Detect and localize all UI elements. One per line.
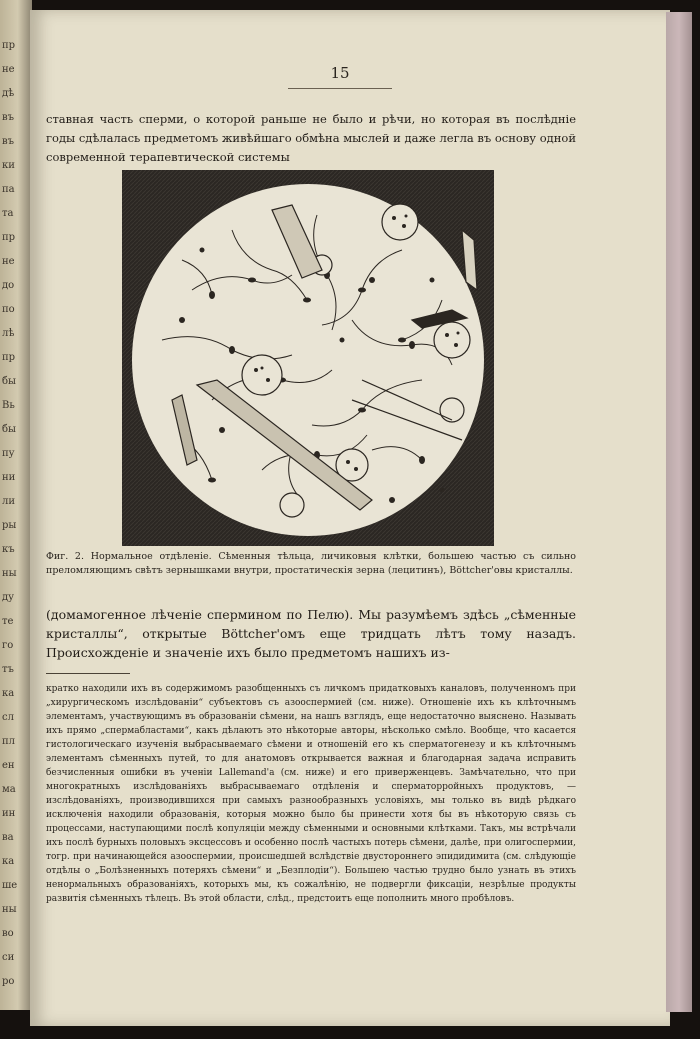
facing-page-fragment: ин	[2, 808, 16, 819]
facing-page-fragment: ры	[2, 520, 17, 531]
facing-page-fragment: дѣ	[2, 88, 15, 99]
facing-page-fragment: ка	[2, 856, 15, 867]
facing-page-fragment: по	[2, 304, 15, 315]
facing-page-fragment: па	[2, 184, 15, 195]
facing-page-fragment: пр	[2, 40, 16, 51]
facing-page-fragment: во	[2, 928, 14, 939]
microscope-field-illustration	[122, 170, 494, 546]
facing-page-fragment: бы	[2, 376, 16, 387]
facing-page-fragment: та	[2, 208, 14, 219]
facing-page-fragment: ка	[2, 688, 15, 699]
facing-page-fragment: ен	[2, 760, 15, 771]
facing-page-fragment: не	[2, 256, 15, 267]
facing-page-fragment: ны	[2, 904, 17, 915]
facing-page-fragment: къ	[2, 544, 15, 555]
figure-caption: Фиг. 2. Нормальное отдѣленіе. Сѣменныя тѣльца, личиковыя клѣтки, большею частью съ сильно преломляющимъ свѣтъ зернышками внутри, простатическія зерна (лецитинъ), Böttcher'овы кристаллы.	[46, 551, 576, 576]
facing-page-fragment: ма	[2, 784, 16, 795]
footnote: кратко находили ихъ въ содержимомъ разобщенныхъ съ личкомъ придатковыхъ каналовъ, полученномъ при „хирургическомъ изслѣдованіи“ субъектовъ съ азооспермией (см. ниже). Отношеніе ихъ къ клѣточнымъ элементамъ, участвующимъ въ образованіи сѣмени, на нашъ взглядъ, еще недостаточно выяснено. Называть ихъ прямо „спермабластами“, какъ дѣлаютъ это нѣкоторые авторы, нѣсколько смѣло. Вообще, что касается гистологическаго изученія выбрасываемаго сѣмени и отношеній его къ сперматогенезу и къ клѣточнымъ элементамъ сѣменныхъ путей, то для анатомовъ открывается важная и благодарная задача исправить безчисленныя ошибки въ ученіи Lallemand'а (см. ниже) и его приверженцевъ. Замѣчательно, что при многократныхъ изслѣдованіяхъ выбрасываемаго отдѣленія и сперматорройныхъ продуктовъ, — изслѣдованіяхъ, производившихся при самыхъ разнообразныхъ условіяхъ, мы только въ видѣ рѣдкаго исключенія находили образованія, которыя можно было бы принести хотя бы въ нѣкоторую связь съ процессами, наступающими послѣ копуляціи между сѣменными и основными клѣтками. Такъ, мы встрѣчали ихъ послѣ бурныхъ половыхъ эксцессовъ и особенно послѣ частыхъ потерь сѣмени, далѣе, при олигоспермии, тогр. при начинающейся азооспермии, происшедшей вслѣдствіе двустороннего эпидидимита (см. слѣдующіе отдѣлы о „Болѣзненныхъ потеряхъ сѣмени“ и „Безплодіи“). Большею частью трудно было узнать въ этихъ ненормальныхъ образованіяхъ, которыхъ мы, къ сожалѣнію, не подвергли фиксаціи, незрѣлые продукты развитія сѣменныхъ тѣлецъ. Въ этой области, слѣд., предстоитъ еще пополнить много пробѣловъ.	[46, 684, 576, 904]
microscope-figure	[122, 170, 494, 546]
facing-page-fragment: ли	[2, 496, 16, 507]
facing-page-fragment: Вь	[2, 400, 15, 411]
facing-page-fragment: пл	[2, 736, 16, 747]
facing-page-fragment: тъ	[2, 664, 14, 675]
facing-page-fragment: ше	[2, 880, 18, 891]
facing-page-fragment: не	[2, 64, 15, 75]
facing-page-fragment: лѣ	[2, 328, 15, 339]
facing-page-fragment: ро	[2, 976, 15, 987]
facing-page-fragment: ду	[2, 592, 15, 603]
intro-paragraph: ставная часть сперми, о которой раньше не было и рѣчи, но которая въ послѣдніе годы сдѣлалась предметомъ живѣйшаго обмѣна мыслей и даже легла въ основу одной современной терапевтической системы	[46, 112, 576, 164]
page-number-rule	[288, 88, 392, 89]
facing-page-fragment: въ	[2, 136, 14, 147]
page-stack-edge	[666, 12, 692, 1012]
facing-page-edge	[0, 0, 32, 1010]
facing-page-fragment: пр	[2, 352, 16, 363]
facing-page-fragment: те	[2, 616, 14, 627]
facing-page-fragment: ны	[2, 568, 17, 579]
footnote-rule	[46, 673, 130, 674]
facing-page-fragment: си	[2, 952, 15, 963]
facing-page-fragment: го	[2, 640, 14, 651]
page-number: 15	[330, 64, 350, 82]
main-paragraph: (домамогенное лѣченіе спермином по Пелю). Мы разумѣемъ здѣсь „сѣменные кристаллы“, открытые Böttcher'омъ еще тридцать лѣтъ тому назадъ. Происхожденіе и значеніе ихъ было предметомъ нашихъ из-	[46, 607, 576, 660]
facing-page-fragment: пр	[2, 232, 16, 243]
microscope-field-circle	[132, 184, 484, 536]
facing-page-fragment: ки	[2, 160, 15, 171]
facing-page-fragment: ва	[2, 832, 14, 843]
facing-page-fragment: бы	[2, 424, 16, 435]
facing-page-fragment: пу	[2, 448, 15, 459]
facing-page-fragment: въ	[2, 112, 14, 123]
facing-page-fragment: сл	[2, 712, 14, 723]
facing-page-fragment: ни	[2, 472, 16, 483]
facing-page-fragment: до	[2, 280, 15, 291]
book-page	[30, 10, 670, 1026]
